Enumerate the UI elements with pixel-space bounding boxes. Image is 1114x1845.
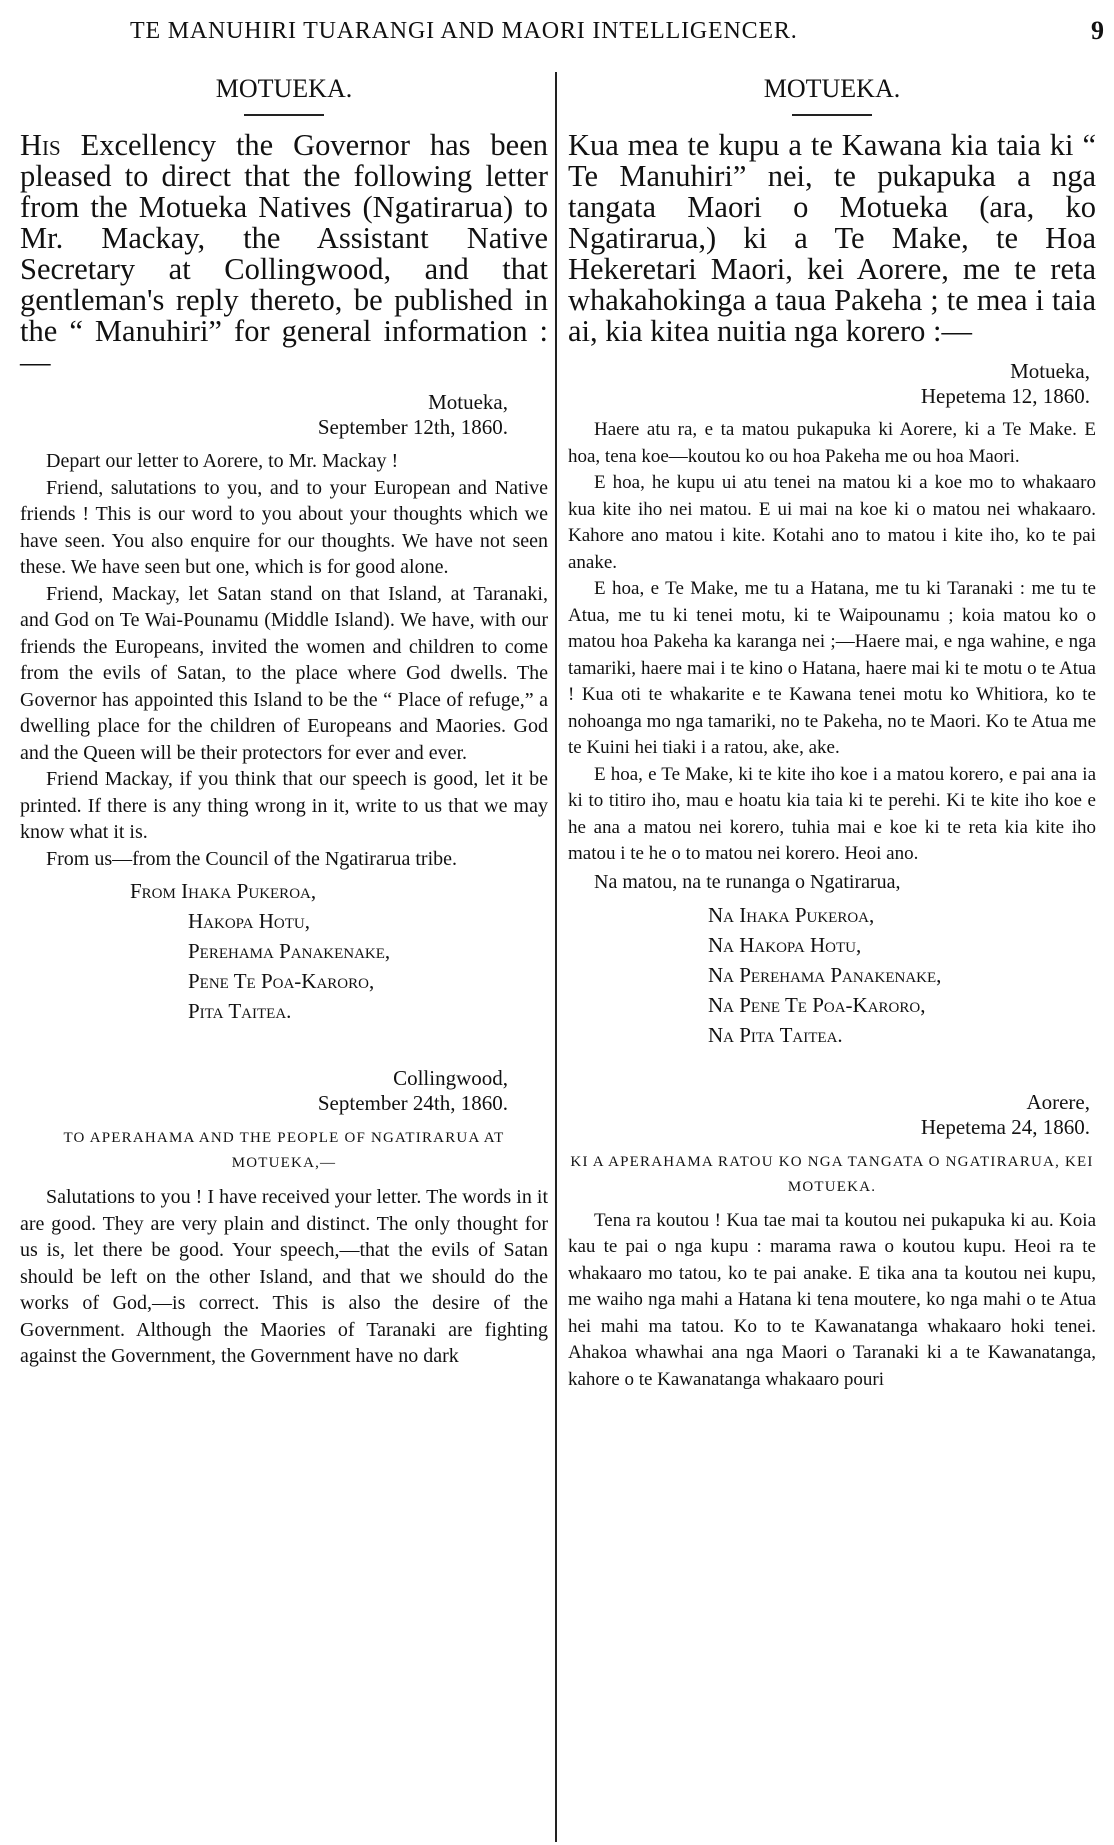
english-intro	[20, 130, 548, 378]
signer: Na Ihaka Pukeroa,	[708, 902, 875, 927]
page-header	[100, 10, 1104, 50]
letter-dateline	[568, 359, 1096, 409]
english-letter	[20, 448, 548, 872]
letter-date: September 12th, 1860.	[317, 415, 508, 439]
signer: From Ihaka Pukeroa,	[130, 879, 317, 903]
english-reply	[20, 1184, 548, 1370]
maori-letter	[568, 417, 1096, 868]
signers-intro: Na matou, na te runanga o Ngatirarua,	[594, 870, 901, 893]
reply-heading: KI A APERAHAMA RATOU KO NGA TANGATA O NGATIRARUA, KEI MOTUEKA.	[570, 1153, 1094, 1195]
intro-first-word: His	[20, 128, 61, 162]
letter-paragraph: E hoa, e Te Make, me tu a Hatana, me tu ki Taranaki : me tu te Atua, me tu ki tenei motu, ki te Waipounamu ; koia matou ko o matou hoa Pakeha ka karanga nei ;—Haere mai, e nga wahine, e nga tamariki, haere mai i te kino o Hatana, haere mai ki te motu o te Atua ! Kua oti te whakarite e te Kawana tenei motu ko Whitiora, ko te nohoanga mo nga tamariki, no te Pakeha, no te Maori. Ko te Atua me te Kuini hei tiaki i a ratou, ake, ake.	[568, 578, 1096, 758]
signer: Pene Te Poa-Karoro,	[188, 969, 375, 993]
maori-intro: Kua mea te kupu a te Kawana kia taia ki “ Te Manuhiri” nei, te pukapuka a nga tangata Maori o Motueka (ara, ko Ngatirarua,) ki a Te Make, te Hoa Hekeretari Maori, kei Aorere, me te reta whakahokinga a taua Pakeha ; te mea i taia ai, kia kitea nuitia nga korero :—	[568, 128, 1096, 348]
reply-place: Collingwood,	[393, 1066, 508, 1090]
signer: Na Perehama Panakenake,	[708, 962, 942, 987]
english-signers	[20, 876, 548, 1026]
letter-paragraph: Friend Mackay, if you think that our speech is good, let it be printed. If there is any thing wrong in it, write to us that we may know what it is.	[20, 768, 548, 843]
page-number: 9	[1091, 16, 1104, 45]
english-column	[20, 70, 548, 1370]
reply-dateline	[20, 1066, 548, 1116]
reply-paragraph: Salutations to you ! I have received your letter. The words in it are good. They are very plain and distinct. The only thought for us is, let there be good. Your speech,—that the evils of Satan should be left on the other Island, and that we should do the works of God,—is correct. This is also the desire of the Government. Although the Maories of Taranaki are fighting against the Government, the Government have no dark	[20, 1186, 548, 1367]
letter-paragraph: E hoa, e Te Make, ki te kite iho koe i a matou korero, e pai ana ia ki to titiro iho, mau e hoatu kia taia ki te perehi. Ki te kite iho koe e he ana a matou nei korero, tuhia mai e koe ki te reta kia kite iho matou i te he o to matou nei korero. Heoi ano.	[568, 763, 1096, 864]
maori-signers	[568, 900, 1096, 1050]
maori-reply	[568, 1208, 1096, 1394]
column-divider	[555, 72, 557, 1842]
maori-heading: MOTUEKA.	[763, 74, 901, 103]
letter-paragraph: Friend, salutations to you, and to your European and Native friends ! This is our word to you about your thoughts which we have seen. You also enquire for our thoughts. We have not seen these. We have seen but one, which is for good alone.	[20, 476, 548, 578]
reply-paragraph: Tena ra koutou ! Kua tae mai ta koutou nei pukapuka ki au. Koia kau te pai o nga kupu : marama rawa o koutou kupu. Heoi ra te whakaaro mo tatou, ko te pai anake. E tika ana ta koutou nei kupu, me waiho nga mahi a Hatana ki tena moutere, ko nga mahi o te Atua hei mahi ma tatou. Ko to te Kawanatanga whakaaro hoki tenei. Ahakoa whawhai ana nga Maori o Taranaki ki a te Kawanatanga, kahore o te Kawanatanga whakaaro pouri	[568, 1209, 1096, 1390]
reply-heading: TO APERAHAMA AND THE PEOPLE OF NGATIRARUA AT MOTUEKA,—	[63, 1130, 505, 1171]
signer: Hakopa Hotu,	[188, 909, 310, 933]
reply-date: September 24th, 1860.	[317, 1091, 508, 1115]
reply-place: Aorere,	[1026, 1089, 1090, 1114]
letter-paragraph: Depart our letter to Aorere, to Mr. Mackay !	[46, 450, 399, 472]
newspaper-title: TE MANUHIRI TUARANGI AND MAORI INTELLIGENCER.	[130, 18, 798, 44]
heading-rule	[792, 114, 872, 116]
signer: Na Pene Te Poa-Karoro,	[708, 992, 926, 1017]
signer: Pita Taitea.	[188, 999, 292, 1023]
letter-dateline	[20, 390, 548, 440]
letter-paragraph: Friend, Mackay, let Satan stand on that Island, at Taranaki, and God on Te Wai-Pounamu (Middle Island). We have, with our friends the Europeans, invited the women and children to come from the evils of Satan, to the place where God dwells. The Governor has appointed this Island to be the “ Place of refuge,” a dwelling place for the children of Europeans and Maories. God and the Queen will be their protectors for ever and ever.	[20, 582, 548, 764]
letter-paragraph: Haere atu ra, e ta matou pukapuka ki Aorere, ki a Te Make. E hoa, tena koe—koutou ko ou hoa Pakeha me ou hoa Maori.	[568, 419, 1096, 467]
letter-place: Motueka,	[428, 390, 508, 414]
signer: Na Hakopa Hotu,	[708, 932, 862, 957]
english-heading: MOTUEKA.	[215, 74, 353, 103]
letter-date: Hepetema 12, 1860.	[920, 384, 1090, 408]
signer: Na Pita Taitea.	[708, 1022, 843, 1047]
signer: Perehama Panakenake,	[188, 939, 391, 963]
letter-paragraph: E hoa, he kupu ui atu tenei na matou ki a koe mo to whakaaro kua kite iho nei matou. E ui mai na koe ki o matou nei whakaaro. Kahore ano matou i kite. Kotahi ano to matou i kite iho, ko te pai anake.	[568, 472, 1096, 573]
maori-column	[568, 70, 1096, 1393]
reply-dateline	[568, 1090, 1096, 1140]
heading-rule	[244, 114, 324, 116]
reply-date: Hepetema 24, 1860.	[920, 1114, 1090, 1139]
letter-place: Motueka,	[1010, 359, 1090, 383]
intro-text: Excellency the Governor has been pleased to direct that the following letter from the Motueka Natives (Ngatirarua) to Mr. Mackay, the Assistant Native Secretary at Collingwood, and that gentleman's reply thereto, be published in the “ Manuhiri” for general information :—	[20, 128, 548, 379]
letter-paragraph: From us—from the Council of the Ngatirarua tribe.	[46, 847, 458, 870]
